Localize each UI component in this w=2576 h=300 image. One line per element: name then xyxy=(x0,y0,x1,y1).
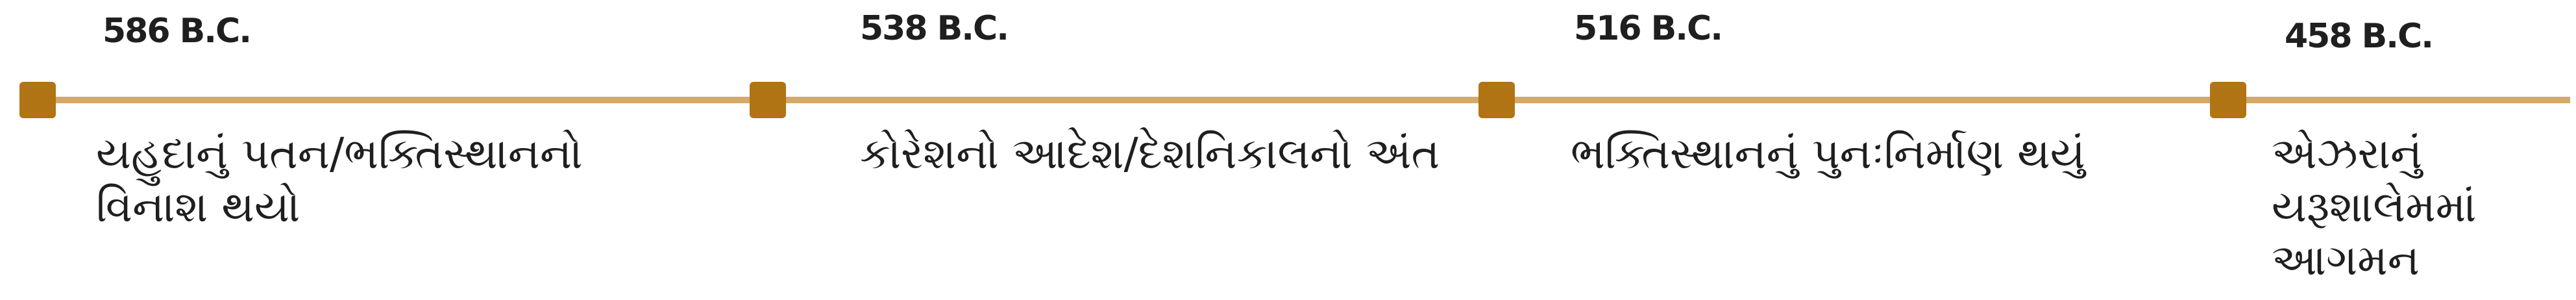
event-date: 516 B.C. xyxy=(1574,9,1722,48)
timeline-marker xyxy=(750,82,786,118)
timeline-marker xyxy=(2210,82,2246,118)
event-date: 586 B.C. xyxy=(103,12,251,51)
event-label: યહુદાનું પતન/ભક્તિસ્થાનનો વિનાશ થયો xyxy=(96,129,583,232)
timeline-marker xyxy=(19,82,56,118)
event-label: ભક્તિસ્થાનનું પુનઃનિર્માણ થયું xyxy=(1571,129,2085,179)
timeline-line xyxy=(19,97,2570,103)
event-date: 458 B.C. xyxy=(2285,17,2433,56)
timeline-marker xyxy=(1478,82,1515,118)
event-label: એઝરાનું યરૂશાલેમમાં આગમન xyxy=(2272,129,2477,285)
event-label: કોરેશનો આદેશ/દેશનિકાલનો અંત xyxy=(860,129,1440,179)
event-date: 538 B.C. xyxy=(860,9,1008,48)
